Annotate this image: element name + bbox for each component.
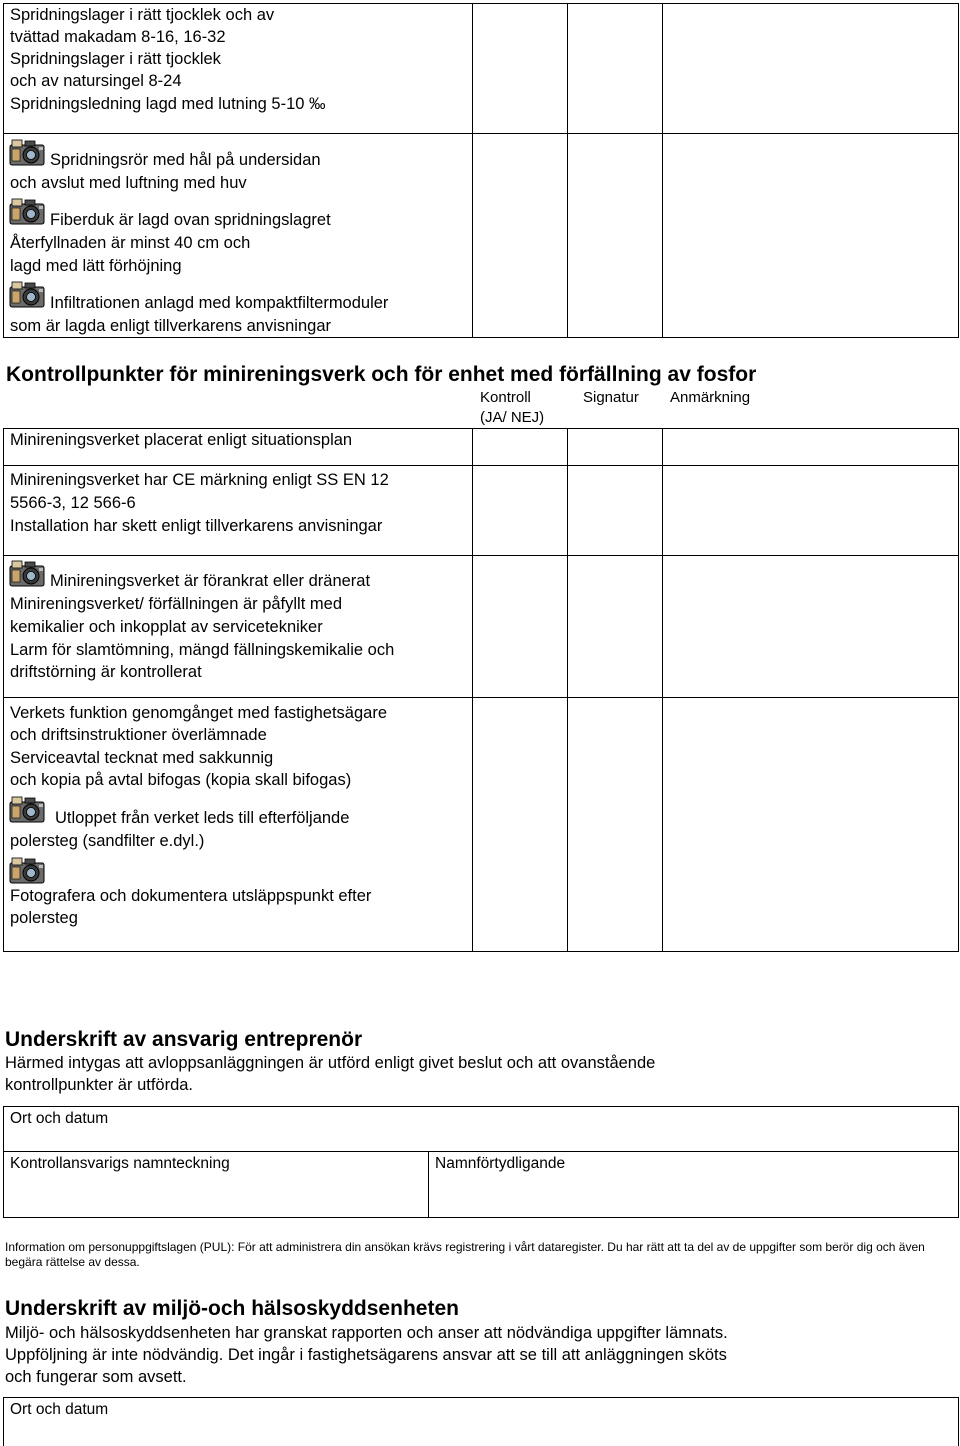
mrv-row4-signatur bbox=[567, 697, 663, 952]
top-row1-signatur bbox=[567, 3, 663, 134]
mrv-row4-line7: Fotografera och dokumentera utsläppspunkt efter bbox=[10, 887, 372, 905]
namnfortydligande-label: Namnförtydligande bbox=[435, 1155, 566, 1172]
top-row2-line6: Infiltrationen anlagd med kompaktfiltermoduler bbox=[50, 294, 389, 312]
mrv-row1-text: Minireningsverket placerat enligt situationsplan bbox=[10, 431, 353, 449]
mrv-row3-line5: driftstörning är kontrollerat bbox=[10, 663, 202, 681]
miljo-text-line1: Miljö- och hälsoskyddsenheten har granskat rapporten och anser att nödvändiga uppgifter lämnats. bbox=[5, 1324, 728, 1342]
mrv-row4-anmarkning bbox=[662, 697, 959, 952]
top-row2-line2: och avslut med luftning med huv bbox=[10, 174, 247, 192]
top-row2-signatur bbox=[567, 133, 663, 338]
col-header-kontroll: Kontroll bbox=[480, 389, 531, 406]
camera-icon bbox=[9, 855, 47, 885]
mrv-row2-line1: Minireningsverket har CE märkning enligt SS EN 12 bbox=[10, 471, 389, 489]
mrv-row4-line3: Serviceavtal tecknat med sakkunnig bbox=[10, 749, 274, 767]
top-row1-line2: tvättad makadam 8-16, 16-32 bbox=[10, 28, 226, 46]
mrv-row4-line4: och kopia på avtal bifogas (kopia skall bifogas) bbox=[10, 771, 352, 789]
camera-icon bbox=[9, 558, 47, 588]
camera-icon bbox=[9, 794, 47, 824]
col-header-anmarkning: Anmärkning bbox=[670, 389, 751, 406]
mrv-row2-anmarkning bbox=[662, 465, 959, 556]
mrv-row3-signatur bbox=[567, 555, 663, 698]
col-header-janej: (JA/ NEJ) bbox=[480, 409, 545, 426]
miljo-text-line3: och fungerar som avsett. bbox=[5, 1368, 187, 1386]
mrv-row1-kontroll bbox=[472, 428, 568, 466]
entrepreneur-ort-datum-field[interactable] bbox=[3, 1106, 959, 1152]
top-row1-line1: Spridningslager i rätt tjocklek och av bbox=[10, 6, 275, 24]
kontrollansvarig-label: Kontrollansvarigs namnteckning bbox=[10, 1155, 230, 1172]
mrv-row3-line1: Minireningsverket är förankrat eller dränerat bbox=[50, 572, 371, 590]
entrepreneur-text-line2: kontrollpunkter är utförda. bbox=[5, 1076, 194, 1094]
top-row1-kontroll bbox=[472, 3, 568, 134]
top-row1-anmarkning bbox=[662, 3, 959, 134]
top-row2-line7: som är lagda enligt tillverkarens anvisningar bbox=[10, 317, 331, 335]
top-row1-line4: och av natursingel 8-24 bbox=[10, 72, 182, 90]
mrv-row4-line5: Utloppet från verket leds till efterföljande bbox=[55, 809, 350, 827]
mrv-row4-kontroll bbox=[472, 697, 568, 952]
top-row2-line3: Fiberduk är lagd ovan spridningslagret bbox=[50, 211, 331, 229]
mrv-row4-line2: och driftsinstruktioner överlämnade bbox=[10, 726, 267, 744]
camera-icon bbox=[9, 137, 47, 167]
top-row2-line1: Spridningsrör med hål på undersidan bbox=[50, 151, 321, 169]
col-header-signatur: Signatur bbox=[583, 389, 639, 406]
mrv-row4-line8: polersteg bbox=[10, 909, 78, 927]
mrv-row3-kontroll bbox=[472, 555, 568, 698]
top-row2-kontroll bbox=[472, 133, 568, 338]
mrv-row1-anmarkning bbox=[662, 428, 959, 466]
top-row2-anmarkning bbox=[662, 133, 959, 338]
mrv-row3-line4: Larm för slamtömning, mängd fällningskemikalie och bbox=[10, 641, 395, 659]
pul-info: Information om personuppgiftslagen (PUL): För att administrera din ansökan krävs registrering i vårt dataregister. Du har rätt att ta del av de uppgifter som berör dig och även begära rättelse av dessa. bbox=[5, 1240, 925, 1269]
mrv-row4-line1: Verkets funktion genomgånget med fastighetsägare bbox=[10, 704, 387, 722]
top-row2-line5: lagd med lätt förhöjning bbox=[10, 257, 182, 275]
mrv-row2-line2: 5566-3, 12 566-6 bbox=[10, 494, 136, 512]
mrv-row3-anmarkning bbox=[662, 555, 959, 698]
mrv-row2-signatur bbox=[567, 465, 663, 556]
entrepreneur-heading: Underskrift av ansvarig entreprenör bbox=[5, 1028, 363, 1051]
entrepreneur-ort-datum-label: Ort och datum bbox=[10, 1110, 109, 1127]
section-heading-mrv: Kontrollpunkter för minireningsverk och för enhet med förfällning av fosfor bbox=[6, 363, 757, 386]
camera-icon bbox=[9, 196, 47, 226]
entrepreneur-text-line1: Härmed intygas att avloppsanläggningen är utförd enligt givet beslut och att ovanstående bbox=[5, 1054, 656, 1072]
miljo-ort-datum-field[interactable] bbox=[3, 1397, 959, 1446]
camera-icon bbox=[9, 279, 47, 309]
mrv-row1-signatur bbox=[567, 428, 663, 466]
top-row2-line4: Återfyllnaden är minst 40 cm och bbox=[10, 234, 251, 252]
miljo-heading: Underskrift av miljö-och hälsoskyddsenheten bbox=[5, 1297, 459, 1320]
mrv-row4-line6: polersteg (sandfilter e.dyl.) bbox=[10, 832, 205, 850]
miljo-text-line2: Uppföljning är inte nödvändig. Det ingår i fastighetsägarens ansvar att se till att anläggningen sköts bbox=[5, 1346, 727, 1364]
mrv-row2-line3: Installation har skett enligt tillverkarens anvisningar bbox=[10, 517, 383, 535]
top-row1-line3: Spridningslager i rätt tjocklek bbox=[10, 50, 221, 68]
mrv-row3-line3: kemikalier och inkopplat av servicetekniker bbox=[10, 618, 323, 636]
mrv-row2-kontroll bbox=[472, 465, 568, 556]
miljo-ort-datum-label: Ort och datum bbox=[10, 1401, 109, 1418]
top-row1-line5: Spridningsledning lagd med lutning 5-10 ‰ bbox=[10, 95, 326, 113]
mrv-row3-line2: Minireningsverket/ förfällningen är påfyllt med bbox=[10, 595, 342, 613]
